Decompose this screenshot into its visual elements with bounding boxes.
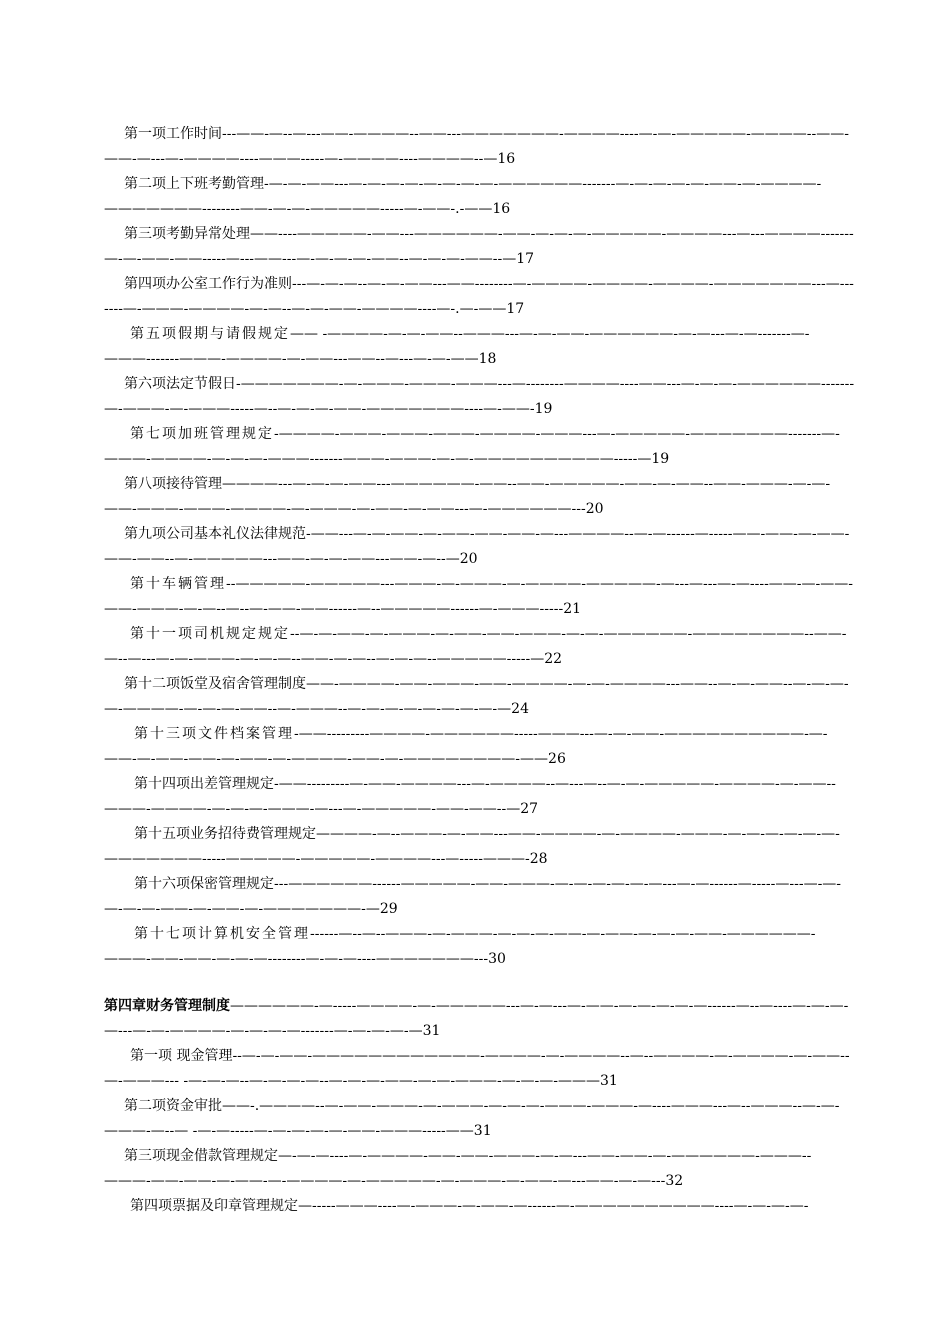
- toc-entry-leader: ————---—-—-—-——---——————-——--——-—————-——-—-——--——-———-—-—-——-———-———-————-—-———-—-——-—-——---—-——————---: [104, 476, 831, 517]
- toc-entry-leader: ——----—————-——---——————-——-—-—-—-—————-————---—---————-------—-—-——-——-----—---——---—-—-—-—-——--—-—-—-——--—: [104, 226, 854, 267]
- toc-entry-title: 第二项上下班考勤管理: [124, 176, 264, 192]
- toc-entry-leader: --—-—-——-—-———-—-——-——-———-—-—-——————-————————--——-—--—---—-—-———-—-—-—--——-—-—--—-—-—--—————-----—: [104, 626, 847, 667]
- toc-entry-leader: ————-—--———-—-——---——-————-—-————-———-—-—-—-—-—-—-———————-----—————-—————-————---—-----———-: [104, 826, 840, 867]
- toc-chapter-title: 第四章财务管理制度: [104, 998, 230, 1014]
- toc-entry-page: 22: [544, 651, 563, 667]
- toc-entry-title: 第三项考勤异常处理: [124, 226, 250, 242]
- toc-entry-page: 32: [665, 1173, 684, 1189]
- toc-entry-page: 17: [506, 301, 525, 317]
- toc-entry[interactable]: [104, 822, 856, 872]
- toc-entry-title: 第四项办公室工作行为准则: [124, 276, 292, 292]
- toc-entry-leader: —-—-—----—-————-——-——-———-—-—---——-——-—-——————-———--———-——-——-—-——-—-————-—-—————-—-———-—-——-—---——-—-—---: [104, 1148, 812, 1189]
- toc-entry[interactable]: [104, 122, 856, 172]
- toc-entry-page: 27: [520, 801, 539, 817]
- toc-entry-leader: -————-———-———-———-————-———---—-—————-———————-------—-———-————-—-—-—-———-------———-———-—-—-——————————-----—: [104, 426, 840, 467]
- toc-entry[interactable]: [104, 272, 856, 322]
- toc-entry-title: 第十三项文件档案管理: [134, 726, 294, 742]
- toc-entry-leader: ——-.————--—-——-———-—-———-—-—-—-———-———-—----———---—--———--—-—-———-—--— -—-—-----—-—-—-—-—-——-———-----——: [104, 1098, 840, 1139]
- toc-entry-title: 第九项公司基本礼仪法律规范: [124, 526, 306, 542]
- toc-entry-page: 31: [422, 1023, 441, 1039]
- toc-entry-leader: ---——————------—————-——-———-—-—-—-—-—-—---—-—------—-----—---—-—-—-—-—-——-—-——-—-———————-—: [104, 876, 842, 917]
- toc-entry[interactable]: [104, 922, 856, 972]
- toc-entry-page: 16: [492, 201, 511, 217]
- toc-entry-leader: —-----———----—-———-—-——-—------—-——————————----—-—-—-—-: [298, 1198, 809, 1214]
- toc-entry-leader: -——---—-—-——-—-——-——-——-—---————--—-—------—-----——-——-—-——-——-——--—-—————---——-—-—-——---——-—--—: [104, 526, 850, 567]
- toc-entry-leader: ——-————-——-———-——-————-—-—-————---——--—-—-——--—-—-—-—-————-—-—-—-——--—-———--—-—-—-—-—-—-—-—-—: [104, 676, 849, 717]
- toc-entry-leader: ------—--—--———-—-———-—-—-—-——-—-——-—-—-—-——-——————-———-——-——-—-—-—--------—-—-—----———————---: [104, 926, 816, 967]
- toc-entry[interactable]: [104, 322, 856, 372]
- toc-entry-leader: -——---------—-——-————---—-————--—---—--—-—-—————-————-—-——--———-————-—-—-—-———-—---—-—————-——-——--—: [104, 776, 836, 817]
- toc-entry[interactable]: [104, 1194, 856, 1219]
- table-of-contents: [104, 122, 856, 1219]
- toc-entry-page: 28: [529, 851, 548, 867]
- toc-entry[interactable]: [104, 422, 856, 472]
- toc-entry-title: 第十车辆管理: [130, 576, 226, 592]
- toc-entry-title: 第四项票据及印章管理规定: [130, 1198, 298, 1214]
- toc-entry-leader: ---—-—-—--—-—-——---——--------—-————-————-————-———————---—-------—-———-————-—-—--—-—-——-————----—-.—-——: [104, 276, 854, 317]
- toc-entry-page: 19: [651, 451, 670, 467]
- toc-entry-title: 第十二项饭堂及宿舍管理制度: [124, 676, 306, 692]
- toc-entry-title: 第六项法定节假日: [124, 376, 236, 392]
- toc-entry[interactable]: [104, 572, 856, 622]
- toc-entry[interactable]: [104, 722, 856, 772]
- toc-entry-leader: --—————-—————---———-—-———-—-————-—————-—---—---—-—----——-—-——-——-———-—-—--—--—-——-——------—--—————------—-———-----: [104, 576, 853, 617]
- toc-entry-page: 17: [516, 251, 535, 267]
- toc-entry[interactable]: [104, 172, 856, 222]
- toc-chapter-entry[interactable]: [104, 994, 856, 1044]
- toc-entry[interactable]: [104, 1094, 856, 1144]
- toc-entry-page: 26: [548, 751, 566, 767]
- toc-entry[interactable]: [104, 872, 856, 922]
- toc-entry-title: 第七项加班管理规定: [130, 426, 274, 442]
- toc-entry-leader: -———————-—-———-———-———---—--------————----——---—-—-—-——————-------—-———-—-———-----—--—-—-—-——-———————----—-——-: [104, 376, 855, 417]
- toc-entry-page: 24: [511, 701, 529, 717]
- toc-entry[interactable]: [104, 622, 856, 672]
- toc-entry[interactable]: [104, 372, 856, 422]
- toc-entry-title: 第八项接待管理: [124, 476, 222, 492]
- toc-entry[interactable]: [104, 472, 856, 522]
- toc-entry-leader: --—-—-——-————————————-————-—-————--—--————-—-————-—-——--—-———--- -—-—-—--—-—-—-—--—-—-—-——-—-—-———-—-—-—-———: [104, 1048, 850, 1089]
- toc-entry[interactable]: [104, 772, 856, 822]
- toc-entry[interactable]: [104, 672, 856, 722]
- toc-entry-title: 第十四项出差管理规定: [134, 776, 274, 792]
- toc-entry-title: 第一项 现金管理: [130, 1048, 233, 1064]
- toc-entry-title: 第十五项业务招待费管理规定: [134, 826, 316, 842]
- toc-entry-leader: -—-—-——---—-—-—-—-—-—-—-—-——————-------—-—-—-—-—-——-—-————-———————--------——-—-—-—————-----—-——-.-——: [104, 176, 822, 217]
- toc-entry[interactable]: [104, 1044, 856, 1094]
- toc-entry-leader: —— -————-—-—-——--———---—-—-——-——————-—-—---—-—-------—-———-------———-————-—-——---——--—---—-—-——: [104, 326, 810, 367]
- toc-entry-title: 第一项工作时间: [124, 126, 222, 142]
- toc-entry-leader: -——---------————-——————-----———---—-—-——-——————————-—-——-—-——-——-—-——-—-————-——-—-————————-——: [104, 726, 828, 767]
- toc-entry-page: 16: [497, 151, 516, 167]
- toc-entry-title: 第十一项司机规定规定: [130, 626, 290, 642]
- toc-entry-page: 20: [459, 551, 478, 567]
- toc-entry-page: 19: [534, 401, 553, 417]
- toc-entry[interactable]: [104, 222, 856, 272]
- toc-entry[interactable]: [104, 522, 856, 572]
- toc-entry-page: 31: [599, 1073, 618, 1089]
- toc-entry-title: 第三项现金借款管理规定: [124, 1148, 278, 1164]
- toc-entry-page: 20: [585, 501, 604, 517]
- toc-entry-leader: ——————-—-----————-—-—————---—-—---—-——-—-—-—-—-—------—--—----—-—-—-—---—-—-————-—-—-—-—-------—-—-—-—-—: [104, 998, 849, 1039]
- toc-entry-page: 31: [473, 1123, 492, 1139]
- toc-entry-page: 21: [563, 601, 582, 617]
- toc-entry-title: 第十七项计算机安全管理: [134, 926, 310, 942]
- toc-entry-page: 30: [488, 951, 506, 967]
- toc-entry-title: 第二项资金审批: [124, 1098, 222, 1114]
- toc-entry-page: 29: [379, 901, 398, 917]
- toc-entry-title: 第五项假期与请假规定: [130, 326, 290, 342]
- toc-entry[interactable]: [104, 1144, 856, 1194]
- toc-entry-title: 第十六项保密管理规定: [134, 876, 274, 892]
- toc-entry-page: 18: [478, 351, 497, 367]
- toc-entry-leader: ---——-—--—---——-————--——---———————-————----—-—-—————-————--——-——-—---—-————----———-----—-————----————--—: [104, 126, 849, 167]
